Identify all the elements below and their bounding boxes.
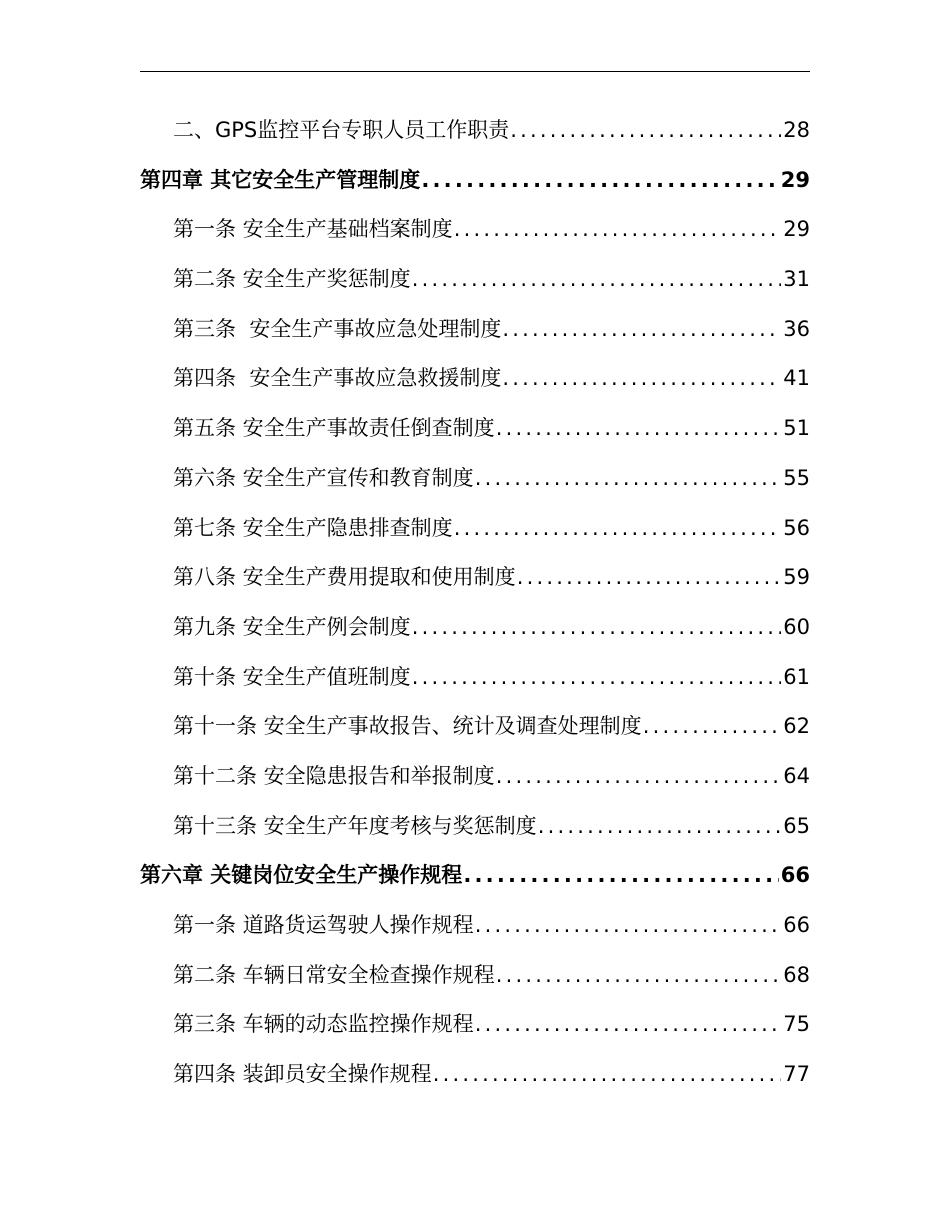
toc-page-number: 29	[780, 167, 810, 192]
toc-page-number: 56	[783, 515, 810, 540]
toc-dot-leader	[537, 802, 782, 852]
toc-dot-leader	[495, 752, 782, 802]
toc-dot-leader	[474, 901, 782, 951]
toc-dot-leader	[474, 1000, 782, 1050]
toc-entry[interactable]	[140, 752, 810, 802]
toc-entry-label: 第三条 车辆的动态监控操作规程	[173, 1012, 474, 1037]
toc-entry[interactable]	[140, 1000, 810, 1050]
toc-entry-label: 第七条 安全生产隐患排查制度	[173, 515, 453, 540]
toc-page-number: 55	[783, 465, 810, 490]
toc-entry-label: 第四章 其它安全生产管理制度	[140, 167, 421, 192]
toc-entry[interactable]	[140, 305, 810, 355]
toc-page-number: 41	[783, 366, 810, 391]
toc-entry-label: 第九条 安全生产例会制度	[173, 614, 411, 639]
toc-chapter-entry[interactable]	[140, 851, 810, 901]
toc-entry[interactable]	[140, 504, 810, 554]
toc-dot-leader	[474, 454, 782, 504]
toc-page-number: 29	[783, 217, 810, 242]
toc-page-number: 77	[783, 1062, 810, 1087]
toc-page-number: 36	[783, 316, 810, 341]
toc-entry-label: 第十二条 安全隐患报告和举报制度	[173, 763, 495, 788]
toc-chapter-entry[interactable]	[140, 156, 810, 206]
toc-entry-label: 第一条 安全生产基础档案制度	[173, 217, 453, 242]
toc-page-number: 66	[780, 863, 810, 888]
toc-page-number: 61	[783, 664, 810, 689]
toc-entry[interactable]	[140, 255, 810, 305]
toc-entry[interactable]	[140, 354, 810, 404]
toc-page-number: 66	[783, 913, 810, 937]
toc-entry-label: 第六章 关键岗位安全生产操作规程	[140, 863, 463, 888]
toc-entry-label: 第八条 安全生产费用提取和使用制度	[173, 565, 516, 590]
toc-page-number: 60	[783, 614, 810, 639]
toc-entry-label: 第二条 车辆日常安全检查操作规程	[173, 962, 495, 987]
toc-page-number: 62	[783, 714, 810, 739]
toc-dot-leader	[453, 504, 782, 554]
toc-dot-leader	[495, 951, 782, 1001]
toc-entry[interactable]	[140, 404, 810, 454]
toc-entry-label: 第三条 安全生产事故应急处理制度	[173, 316, 502, 341]
toc-entry[interactable]	[140, 106, 810, 156]
toc-entry-label: 第二条 安全生产奖惩制度	[173, 267, 411, 292]
toc-dot-leader	[501, 354, 781, 404]
toc-entry[interactable]	[140, 553, 810, 603]
toc-page-number: 68	[783, 962, 810, 987]
toc-page-number: 28	[783, 118, 810, 142]
toc-entry-label: 第四条 装卸员安全操作规程	[173, 1062, 432, 1087]
toc-dot-leader	[516, 553, 782, 603]
toc-entry[interactable]	[140, 702, 810, 752]
toc-dot-leader	[420, 156, 778, 206]
toc-dot-leader	[432, 1050, 782, 1100]
toc-dot-leader	[509, 106, 781, 156]
toc-entry-label: 第一条 道路货运驾驶人操作规程	[173, 913, 474, 937]
toc-dot-leader	[411, 653, 782, 703]
toc-dot-leader	[453, 205, 782, 255]
toc-entry-label: 第十三条 安全生产年度考核与奖惩制度	[173, 813, 537, 838]
toc-page-number: 31	[783, 267, 810, 292]
header-rule	[140, 71, 810, 72]
toc-dot-leader	[495, 404, 782, 454]
toc-dot-leader	[462, 851, 778, 901]
toc-page-number: 59	[783, 565, 810, 590]
toc-page-number: 64	[783, 763, 810, 788]
toc-entry[interactable]	[140, 653, 810, 703]
toc-entry[interactable]	[140, 951, 810, 1001]
table-of-contents	[140, 106, 810, 1100]
toc-page-number: 51	[783, 416, 810, 441]
toc-dot-leader	[411, 255, 782, 305]
toc-entry-label: 二、GPS监控平台专职人员工作职责	[173, 118, 510, 142]
toc-entry-label: 第五条 安全生产事故责任倒查制度	[173, 416, 495, 441]
toc-entry[interactable]	[140, 603, 810, 653]
toc-dot-leader	[642, 702, 782, 752]
toc-entry-label: 第六条 安全生产宣传和教育制度	[173, 465, 474, 490]
toc-entry[interactable]	[140, 205, 810, 255]
toc-entry[interactable]	[140, 901, 810, 951]
toc-entry[interactable]	[140, 1050, 810, 1100]
toc-entry[interactable]	[140, 802, 810, 852]
toc-entry[interactable]	[140, 454, 810, 504]
toc-dot-leader	[501, 305, 781, 355]
toc-page-number: 65	[783, 813, 810, 838]
toc-page-number: 75	[783, 1012, 810, 1037]
toc-entry-label: 第十条 安全生产值班制度	[173, 664, 411, 689]
toc-dot-leader	[411, 603, 782, 653]
toc-entry-label: 第四条 安全生产事故应急救援制度	[173, 366, 502, 391]
toc-entry-label: 第十一条 安全生产事故报告、统计及调查处理制度	[173, 714, 642, 739]
